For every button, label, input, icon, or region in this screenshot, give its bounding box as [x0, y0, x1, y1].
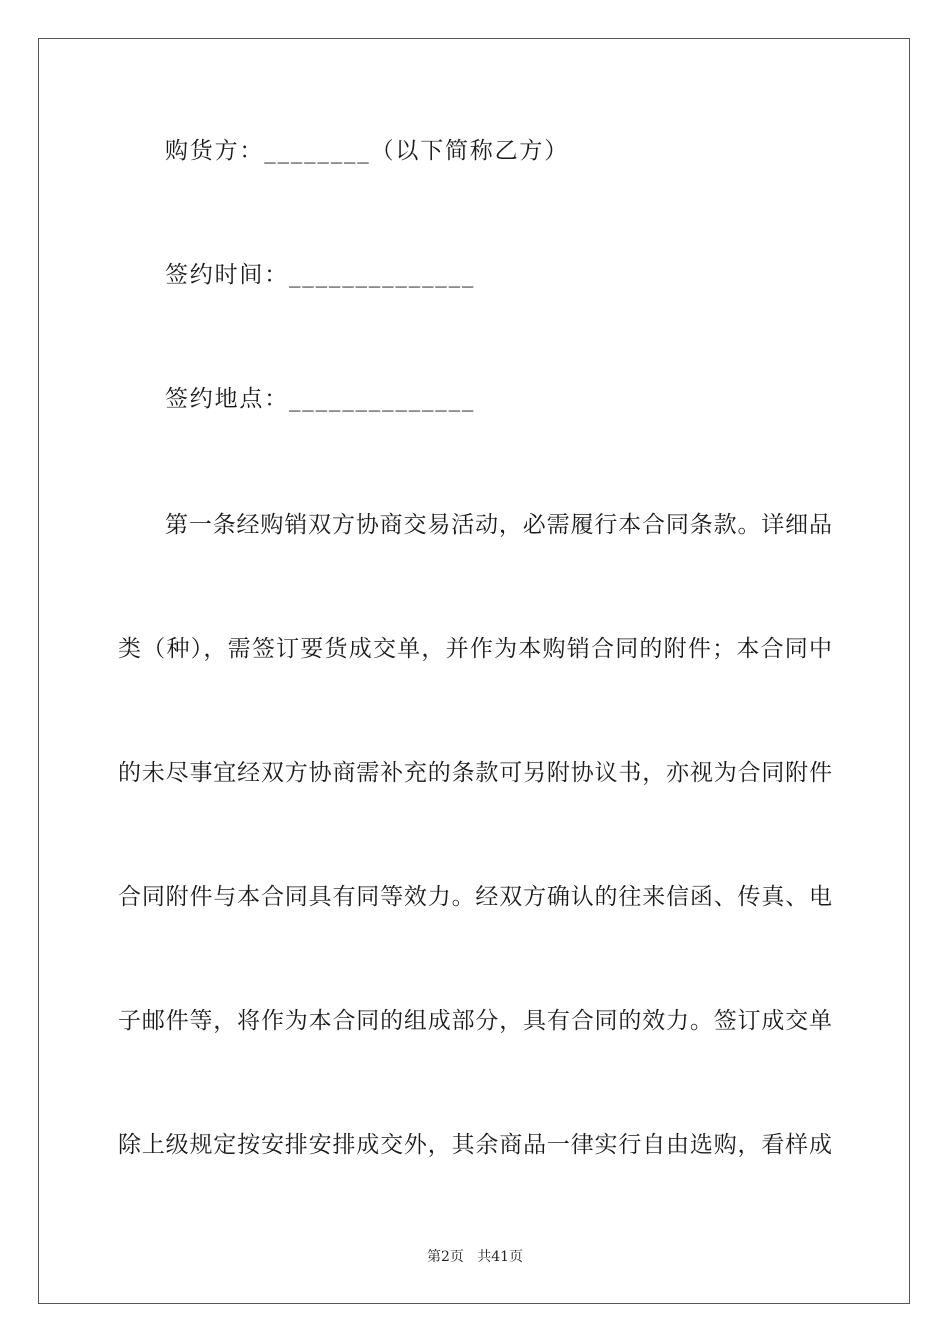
- paragraph-line: 类（种），需签订要货成交单，并作为本购销合同的附件；本合同中: [118, 636, 832, 662]
- page-number-footer: 第2页 共41页: [426, 1249, 524, 1265]
- paragraph-line: 合同附件与本合同具有同等效力。经双方确认的往来信函、传真、电: [118, 884, 832, 910]
- signing-place-line: 签约地点：______________: [165, 386, 476, 412]
- paragraph-line: 第一条经购销双方协商交易活动，必需履行本合同条款。详细品: [165, 512, 832, 538]
- paragraph-line: 的未尽事宜经双方协商需补充的条款可另附协议书，亦视为合同附件: [118, 760, 832, 786]
- buyer-line: 购货方：________（以下简称乙方）: [165, 138, 569, 164]
- signing-time-line: 签约时间：______________: [165, 262, 476, 288]
- paragraph-line: 子邮件等，将作为本合同的组成部分，具有合同的效力。签订成交单: [118, 1008, 832, 1034]
- page-frame: [38, 38, 910, 1304]
- paragraph-line: 除上级规定按安排安排成交外，其余商品一律实行自由选购，看样成: [118, 1132, 832, 1158]
